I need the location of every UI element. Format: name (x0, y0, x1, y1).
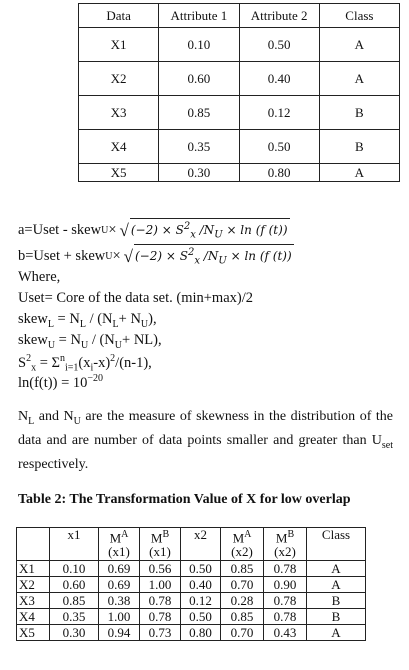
table-row (17, 577, 366, 593)
sqrt-icon: √ (119, 220, 129, 240)
where-label: Where, (18, 269, 61, 285)
table-row (17, 561, 366, 577)
table-cell: 0.85 (159, 96, 239, 130)
table-row (17, 609, 366, 625)
table-cell: 1.00 (99, 609, 140, 625)
times-sign: × (108, 221, 117, 238)
header-mb-x2: $M^B$ (x2) (264, 528, 307, 561)
table-cell: 1.00 (140, 577, 181, 593)
formula-a (18, 218, 290, 242)
lnf-definition: $\ln(f(t)) = 10^{-20}$ (18, 373, 104, 391)
table-cell: 0.78 (140, 593, 181, 609)
table-cell: A (307, 625, 366, 641)
table-row (79, 130, 400, 164)
table-cell: X4 (17, 609, 50, 625)
table-cell: 0.38 (99, 593, 140, 609)
table-row (79, 62, 400, 96)
table-cell: 0.50 (181, 609, 221, 625)
table-cell: 0.28 (221, 593, 264, 609)
table-row (79, 28, 400, 62)
header-x1: x1 (50, 528, 99, 561)
sqrt-icon: √ (123, 246, 133, 266)
table-cell: B (307, 609, 366, 625)
table-cell: A (307, 577, 366, 593)
formula-b-sub: U (105, 250, 113, 262)
table-cell: 0.73 (140, 625, 181, 641)
table-cell: X2 (17, 577, 50, 593)
table-cell: 0.70 (221, 577, 264, 593)
table-cell: 0.35 (50, 609, 99, 625)
table-cell: 0.50 (239, 28, 319, 62)
table-cell: B (319, 96, 399, 130)
table-cell: 0.69 (99, 577, 140, 593)
table-cell: 0.78 (264, 561, 307, 577)
table-cell: 0.69 (99, 561, 140, 577)
uset-definition: Uset= Core of the data set. (min+max)/2 (18, 290, 254, 306)
table-cell: 0.80 (181, 625, 221, 641)
header-data: Data (79, 4, 159, 28)
table-cell: X3 (79, 96, 159, 130)
table-cell: X4 (79, 130, 159, 164)
table-cell: 0.12 (181, 593, 221, 609)
table-cell: X5 (17, 625, 50, 641)
times-sign: × (112, 247, 121, 264)
table-cell: 0.70 (221, 625, 264, 641)
header-class: Class (319, 4, 399, 28)
sqrt-body: $(-2) \times S^2_x$ $/N_U \times \ln (f$ (t)) (130, 218, 290, 242)
table-cell: 0.43 (264, 625, 307, 641)
header-x2: x2 (181, 528, 221, 561)
table-cell: 0.60 (159, 62, 239, 96)
table-header-row (79, 4, 400, 28)
header-attribute-2: Attribute 2 (239, 4, 319, 28)
transformation-table (16, 527, 366, 641)
table-cell: 0.94 (99, 625, 140, 641)
table-cell: 0.40 (181, 577, 221, 593)
table-cell: 0.30 (159, 164, 239, 182)
table-caption: Table 2: The Transformation Value of X for low overlap (18, 492, 351, 507)
formula-b-prefix: b=Uset + skew (18, 247, 106, 264)
header-attribute-1: Attribute 1 (159, 4, 239, 28)
skewl-definition: skew$_L$ = $N_L / (N_L+ N_U)$, (18, 311, 157, 330)
table-cell: 0.60 (50, 577, 99, 593)
table-cell: 0.12 (239, 96, 319, 130)
formula-a-prefix: a=Uset - skew (18, 221, 102, 238)
table-cell: 0.90 (264, 577, 307, 593)
table-cell: X1 (79, 28, 159, 62)
header-ma-x1: $M^A$ (x1) (99, 528, 140, 561)
table-cell: 0.78 (140, 609, 181, 625)
table-cell: 0.85 (221, 561, 264, 577)
header-empty (17, 528, 50, 561)
table-header-row (17, 528, 366, 561)
table-cell: B (307, 593, 366, 609)
table-cell: 0.30 (50, 625, 99, 641)
table-row (79, 164, 400, 182)
table-cell: 0.35 (159, 130, 239, 164)
table-row (17, 593, 366, 609)
header-ma-x2: $M^A$ (x2) (221, 528, 264, 561)
table-cell: 0.78 (264, 609, 307, 625)
table-cell: 0.56 (140, 561, 181, 577)
table-cell: 0.80 (239, 164, 319, 182)
table-cell: X2 (79, 62, 159, 96)
table-cell: 0.10 (50, 561, 99, 577)
table-row (79, 96, 400, 130)
table-cell: 0.40 (239, 62, 319, 96)
table-cell: B (319, 130, 399, 164)
skewu-definition: skew$_U$ = $N_U / (N_U+ NL)$, (18, 332, 162, 351)
table-cell: A (319, 28, 399, 62)
variance-definition: $S^2_x = \Sigma^n_{i=1}(x_i-x)^2/(n-1)$, (18, 353, 152, 374)
formula-b (18, 244, 294, 268)
data-table (78, 3, 400, 182)
formula-a-sub: U (101, 224, 109, 236)
table-cell: 0.78 (264, 593, 307, 609)
table-cell: 0.85 (50, 593, 99, 609)
sqrt-body: $(-2) \times S^2_x$ $/N_U \times \ln (f$ (t)) (134, 244, 294, 268)
table-cell: A (319, 164, 399, 182)
table-cell: 0.50 (181, 561, 221, 577)
table-row (17, 625, 366, 641)
table-cell: 0.50 (239, 130, 319, 164)
table-cell: 0.10 (159, 28, 239, 62)
table-cell: X3 (17, 593, 50, 609)
skewness-paragraph: $N_L$ and $N_U$ are the measure of skewness in the distribution of the data and are number of data points smaller and greater than $U_{set}$ respectively. (18, 409, 394, 472)
table-cell: X1 (17, 561, 50, 577)
header-class: Class (307, 528, 366, 561)
header-mb-x1: $M^B$ (x1) (140, 528, 181, 561)
table-cell: X5 (79, 164, 159, 182)
table-cell: 0.85 (221, 609, 264, 625)
table-cell: A (319, 62, 399, 96)
table-cell: A (307, 561, 366, 577)
